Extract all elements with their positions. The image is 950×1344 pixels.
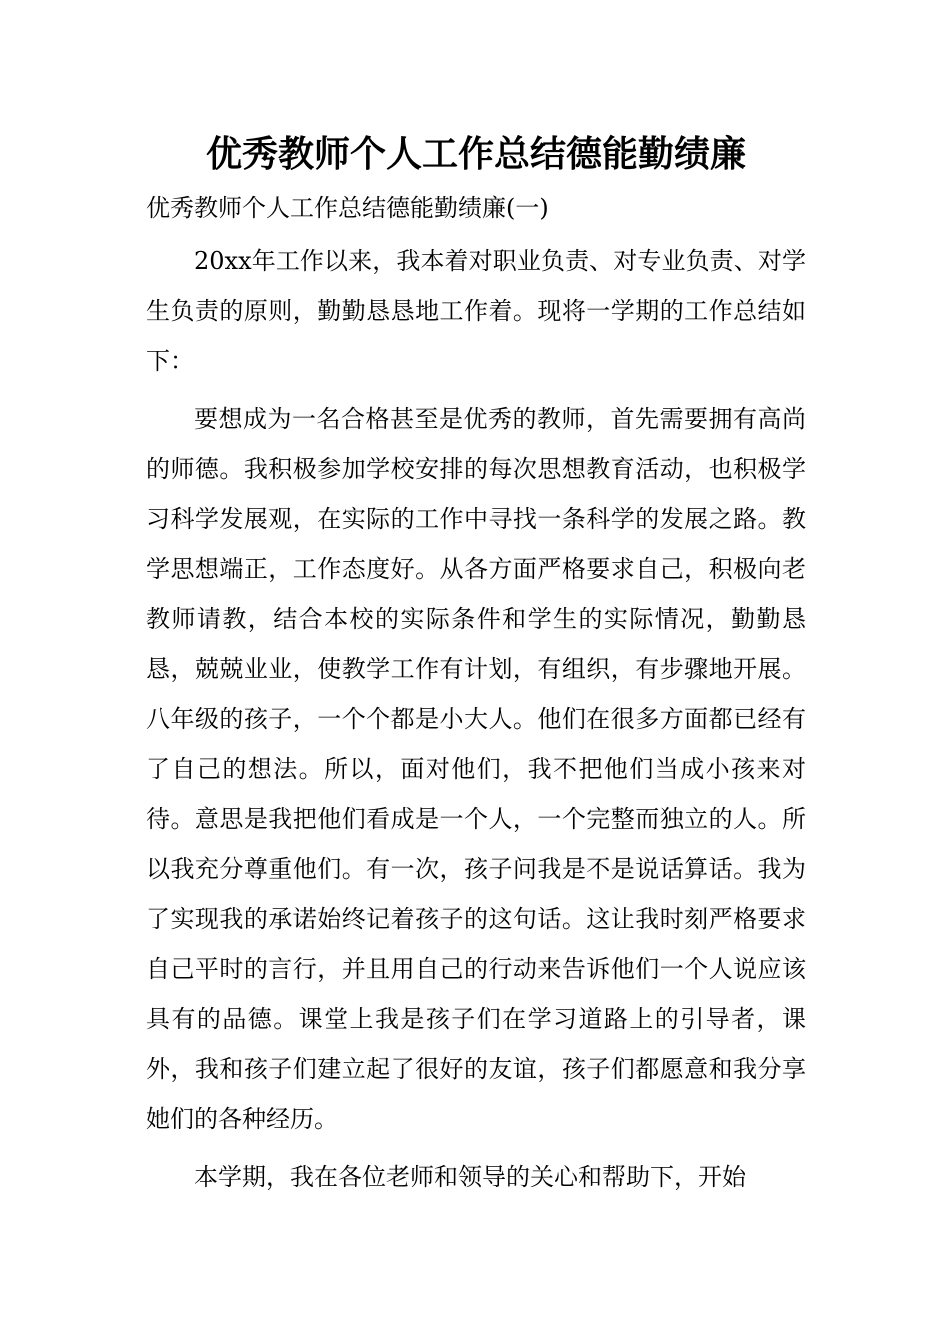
document-page bbox=[146, 120, 806, 1202]
document-title: 优秀教师个人工作总结德能勤绩廉 bbox=[205, 133, 746, 175]
paragraph-intro: 20xx年工作以来，我本着对职业负责、对专业负责、对学生负责的原则，勤勤恳恳地工作着。现将一学期的工作总结如下： bbox=[146, 247, 806, 375]
document-subtitle: 优秀教师个人工作总结德能勤绩廉(一) bbox=[146, 194, 549, 222]
paragraph-semester: 本学期，我在各位老师和领导的关心和帮助下，开始 bbox=[194, 1163, 746, 1191]
paragraph-ethics: 要想成为一名合格甚至是优秀的教师，首先需要拥有高尚的师德。我积极参加学校安排的每次思想教育活动，也积极学习科学发展观，在实际的工作中寻找一条科学的发展之路。教学思想端正，工作态度好。从各方面严格要求自己，积极向老教师请教，结合本校的实际条件和学生的实际情况，勤勤恳恳，兢兢业业，使教学工作有计划，有组织，有步骤地开展。 八年级的孩子，一个个都是小大人。他们在很多方面都已经有了自己的想法。所以，面对他们，我不把他们当成小孩来对待。意思是我把他们看成是一个人，一个完整而独立的人。所以我充分尊重他们。有一次，孩子问我是不是说话算话。我为了实现我的承诺始终记着孩子的这句话。这让我时刻严格要求自己平时的言行，并且用自己的行动来告诉他们一个人说应该具有的品德。课堂上我是孩子们在学习道路上的引导者，课外，我和孩子们建立起了很好的友谊，孩子们都愿意和我分享她们的各种经历。 bbox=[146, 405, 806, 1133]
